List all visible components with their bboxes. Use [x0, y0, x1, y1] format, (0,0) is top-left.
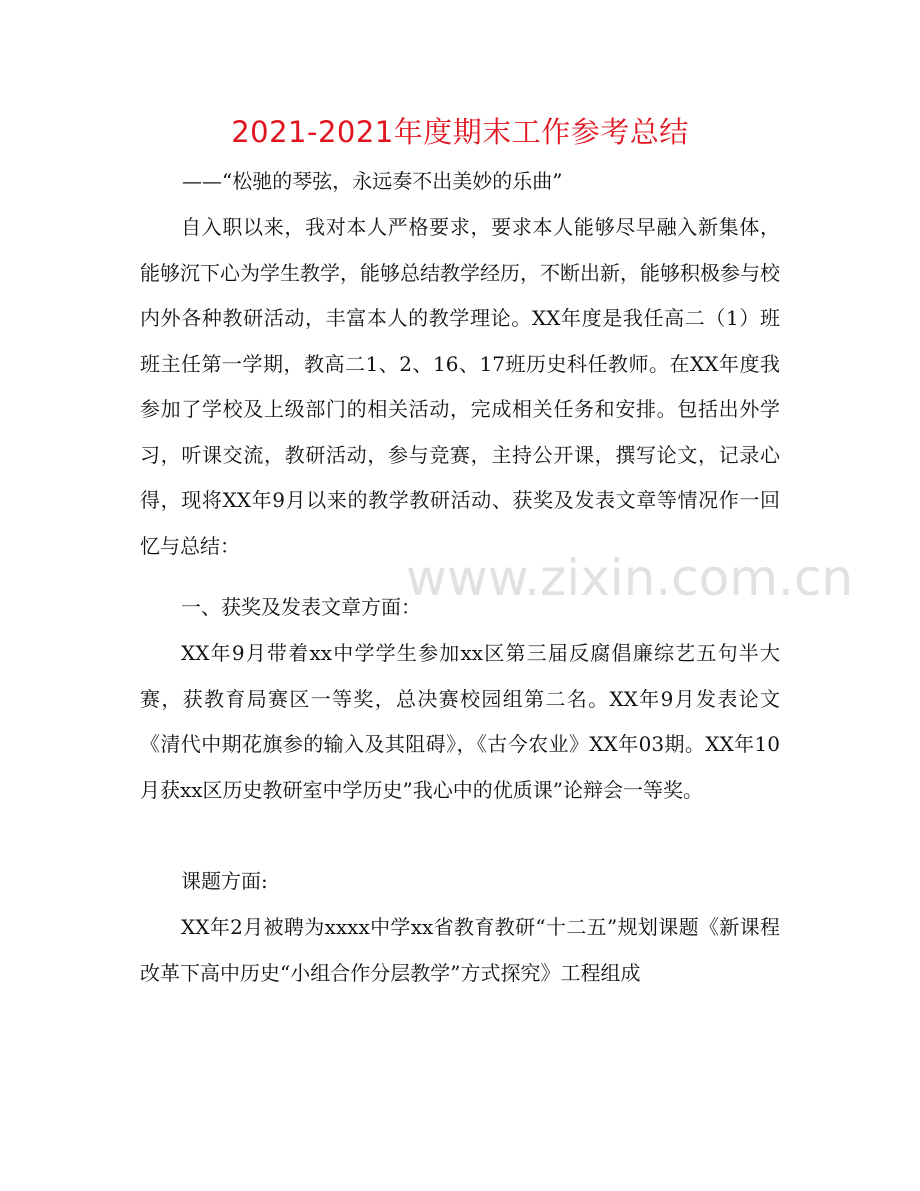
- body-paragraph-intro: 自入职以来，我对本人严格要求，要求本人能够尽早融入新集体，能够沉下心为学生教学，能够总结教学经历，不断出新，能够积极参与校内外各种教研活动，丰富本人的教学理论。XX年度是我任高二（1）班班主任第一学期，教高二1、2、16、17班历史科任教师。在XX年度我参加了学校及上级部门的相关活动，完成相关任务和安排。包括出外学习，听课交流，教研活动，参与竞赛，主持公开课，撰写论文，记录心得，现将XX年9月以来的教学教研活动、获奖及发表文章等情况作一回忆与总结：: [140, 215, 780, 558]
- body-paragraph-awards: XX年9月带着xx中学学生参加xx区第三届反腐倡廉综艺五句半大赛，获教育局赛区一等奖，总决赛校园组第二名。XX年9月发表论文《清代中期花旗参的输入及其阻碍》，《古今农业》XX年03期。XX年10月获xx区历史教研室中学历史”我心中的优质课”论辩会一等奖。: [140, 641, 780, 802]
- section-heading-projects: 课题方面:: [181, 869, 268, 893]
- document-subtitle: ——“松驰的琴弦，永远奏不出美妙的乐曲”: [182, 169, 563, 193]
- body-paragraph-projects: XX年2月被聘为xxxx中学xx省教育教研“十二五”规划课题《新课程改革下高中历史“小组合作分层教学”方式探究》工程组成: [140, 915, 780, 985]
- section-heading-awards: 一、获奖及发表文章方面：: [181, 595, 421, 619]
- document-title: 2021-2021年度期末工作参考总结: [231, 115, 689, 149]
- site-watermark: www.zixin.com.cn: [406, 549, 854, 607]
